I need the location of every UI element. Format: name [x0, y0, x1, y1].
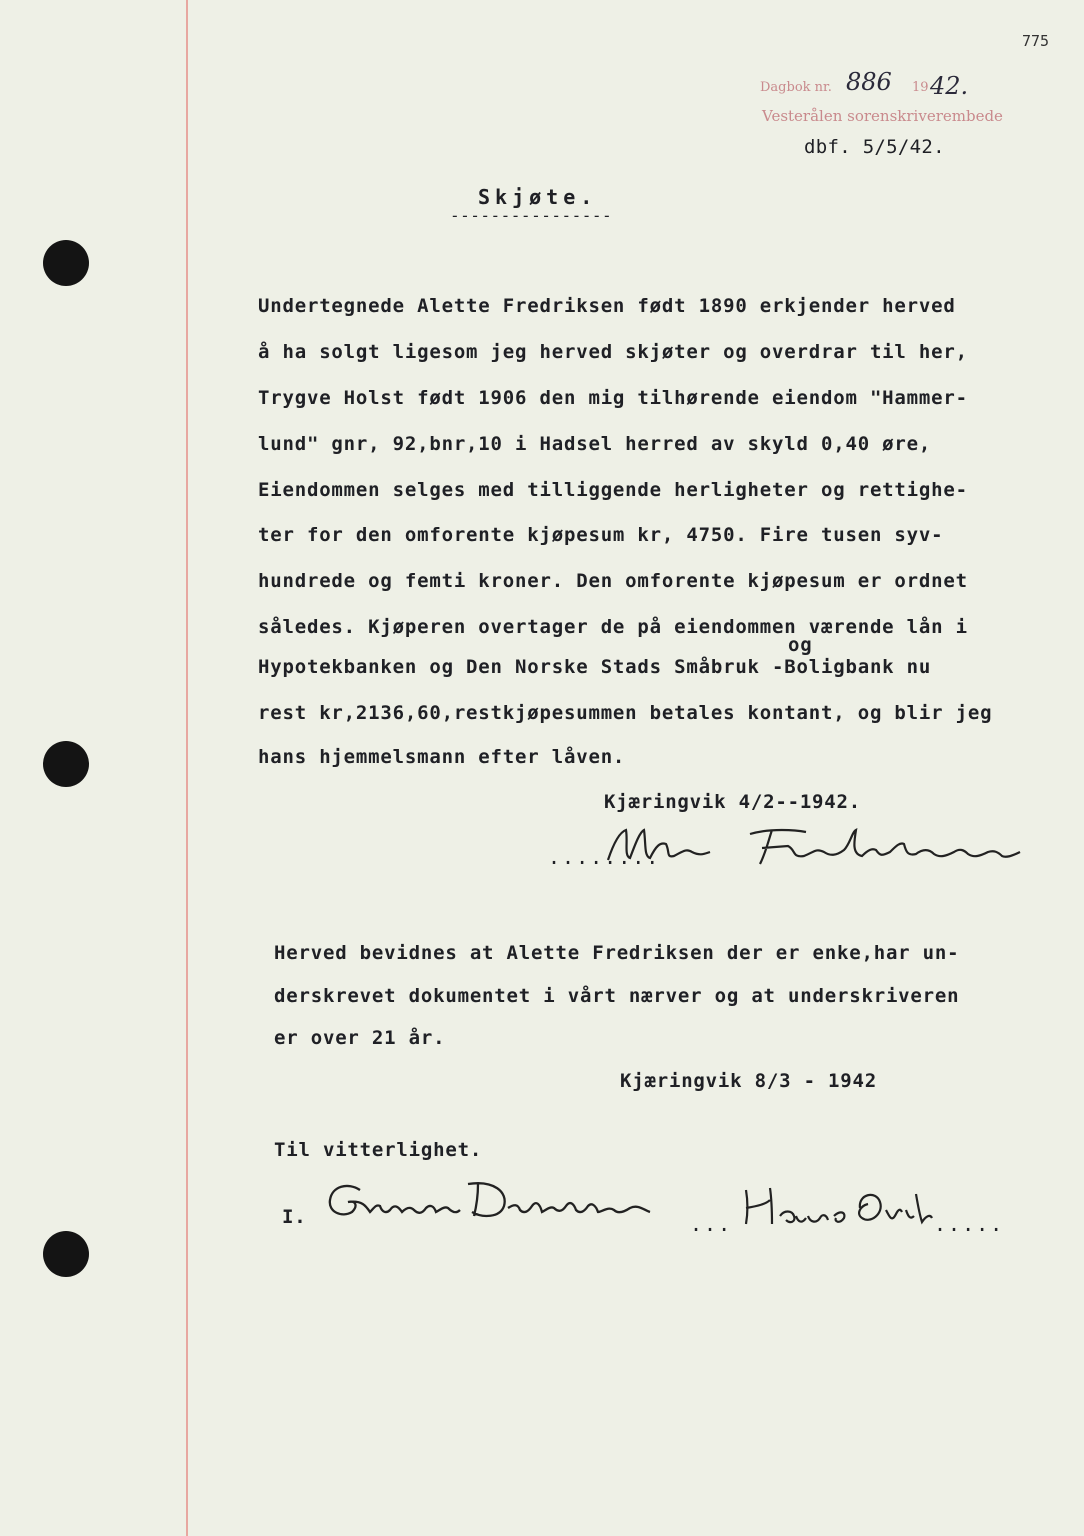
document-title: Skjøte. [478, 185, 598, 209]
witness-signature-2 [736, 1180, 936, 1230]
body-line: Undertegnede Alette Fredriksen født 1890 erkjender herved [258, 295, 956, 317]
stamp-year: 42. [930, 72, 969, 100]
signature-dots: ........ [548, 845, 661, 869]
punch-hole [43, 741, 89, 787]
body-line: Eiendommen selges med tilliggende herligheter og rettighe- [258, 479, 968, 501]
place-date-1: Kjæringvik 4/2--1942. [604, 791, 862, 813]
stamp-office: Vesterålen sorenskriverembede [762, 107, 1003, 125]
witness-dots: ... [690, 1212, 733, 1236]
margin-line [186, 0, 188, 1536]
registration-date: dbf. 5/5/42. [804, 136, 945, 158]
signature-1 [600, 822, 1040, 872]
witness-line: derskrevet dokumentet i vårt nærver og at underskriveren [274, 985, 960, 1007]
punch-hole [43, 1231, 89, 1277]
body-line: Trygve Holst født 1906 den mig tilhørende eiendom "Hammer- [258, 387, 968, 409]
insertion-text: og [788, 634, 813, 656]
body-line: således. Kjøperen overtager de på eiendommen værende lån i [258, 616, 968, 638]
body-line: lund" gnr, 92,bnr,10 i Hadsel herred av skyld 0,40 øre, [258, 433, 932, 455]
stamp-year-prefix: 19 [912, 80, 929, 95]
stamp-number: 886 [846, 68, 892, 96]
body-line: hans hjemmelsmann efter låven. [258, 746, 626, 768]
body-line: Hypotekbanken og Den Norske Stads Småbruk -Boligbank nu [258, 656, 932, 678]
witness-prefix: I. [282, 1206, 307, 1228]
witness-line: Herved bevidnes at Alette Fredriksen der er enke,har un- [274, 942, 960, 964]
stamp-line1-prefix: Dagbok nr. [760, 80, 832, 95]
body-line: å ha solgt ligesom jeg herved skjøter og overdrar til her, [258, 341, 968, 363]
body-line: ter for den omforente kjøpesum kr, 4750. Fire tusen syv- [258, 524, 944, 546]
body-line: rest kr,2136,60,restkjøpesummen betales kontant, og blir jeg [258, 702, 993, 724]
punch-hole [43, 240, 89, 286]
til-vitterlighet: Til vitterlighet. [274, 1139, 483, 1161]
witness-signature-1 [318, 1170, 678, 1230]
body-line: hundrede og femti kroner. Den omforente kjøpesum er ordnet [258, 570, 968, 592]
witness-dots: ..... [934, 1212, 1005, 1236]
place-date-2: Kjæringvik 8/3 - 1942 [620, 1070, 878, 1092]
page-number: 775 [1022, 32, 1050, 50]
title-underline: ---------------- [450, 206, 613, 225]
witness-line: er over 21 år. [274, 1027, 446, 1049]
